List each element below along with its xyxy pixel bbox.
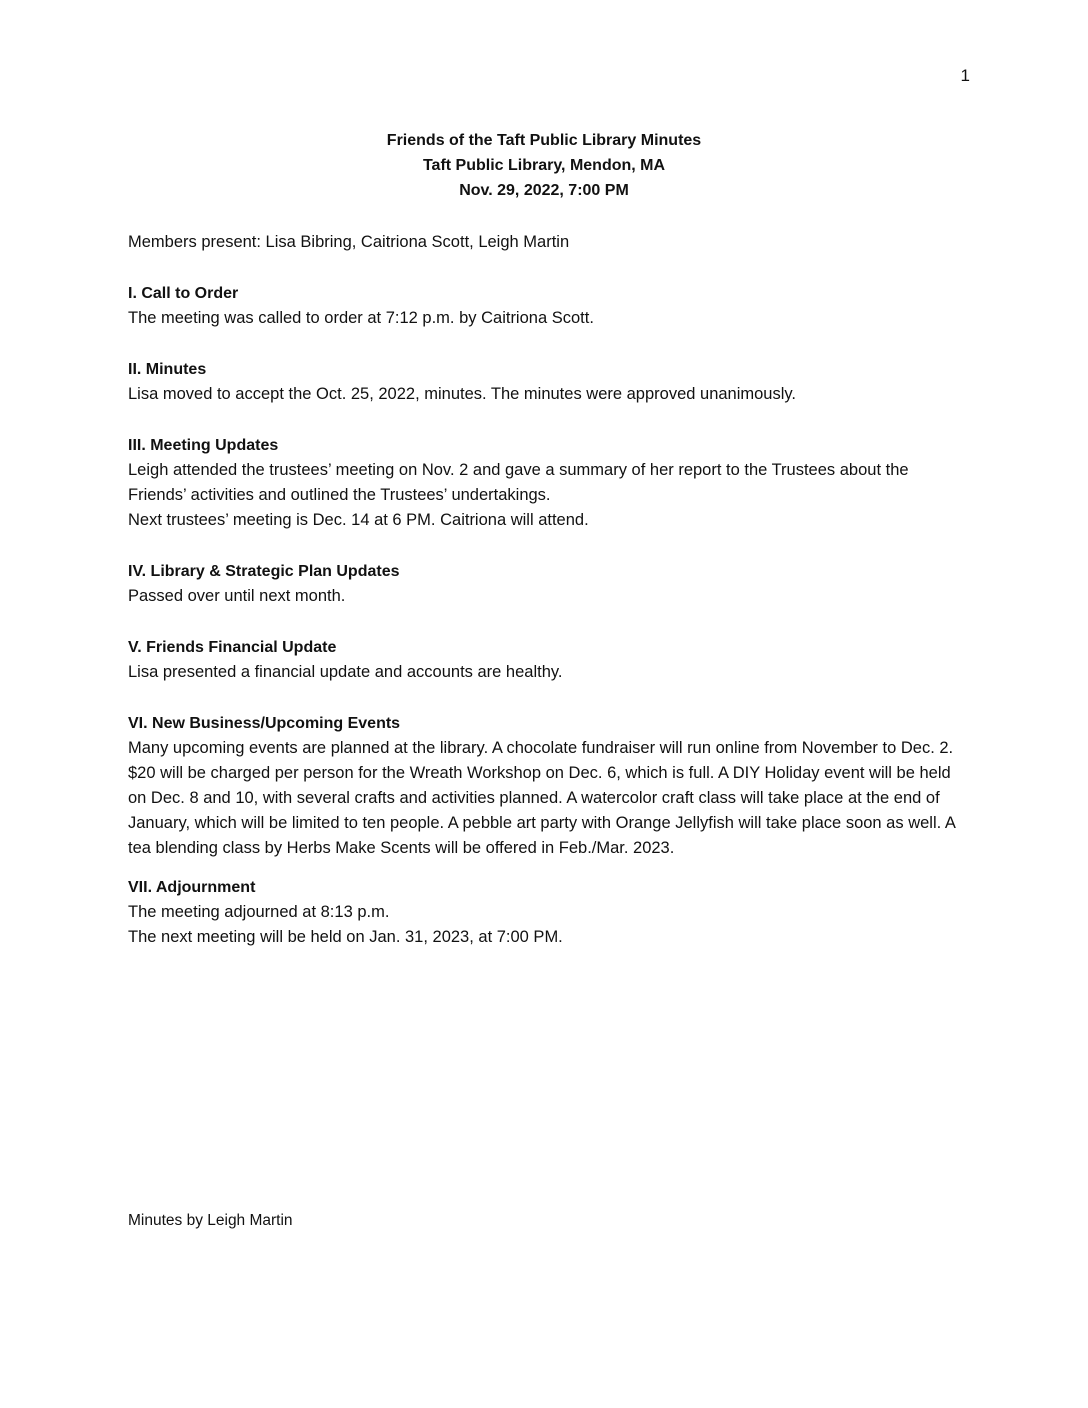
page-number: 1 — [960, 66, 970, 85]
minutes-author: Minutes by Leigh Martin — [128, 1212, 293, 1229]
section-meeting-updates — [128, 433, 968, 533]
section-heading: III. Meeting Updates — [128, 437, 279, 454]
section-paragraph: Many upcoming events are planned at the library. A chocolate fundraiser will run online from November to Dec. 2. $20 will be charged per person for the Wreath Workshop on Dec. 6, which is full. A DIY Holiday event will be held on Dec. 8 and 10, with several crafts and activities planned. A watercolor craft class will take place at the end of January, which will be limited to ten people. A pebble art party with Orange Jellyfish will take place soon as well. A tea blending class by Herbs Make Scents will be offered in Feb./Mar. 2023. — [128, 739, 955, 857]
section-minutes — [128, 357, 968, 407]
section-paragraph: Lisa presented a financial update and accounts are healthy. — [128, 663, 563, 681]
section-paragraph: The next meeting will be held on Jan. 31, 2023, at 7:00 PM. — [128, 928, 563, 946]
section-heading: IV. Library & Strategic Plan Updates — [128, 563, 400, 580]
document-header — [0, 128, 1088, 203]
section-heading: II. Minutes — [128, 361, 207, 378]
meeting-location: Taft Public Library, Mendon, MA — [422, 157, 666, 174]
section-library-strategic-plan — [128, 559, 968, 609]
document-title: Friends of the Taft Public Library Minutes — [386, 132, 702, 149]
section-paragraph: The meeting was called to order at 7:12 p.m. by Caitriona Scott. — [128, 309, 594, 327]
meeting-datetime: Nov. 29, 2022, 7:00 PM — [459, 182, 629, 199]
section-financial-update — [128, 635, 968, 685]
section-paragraph: The meeting adjourned at 8:13 p.m. — [128, 903, 390, 921]
section-paragraph: Lisa moved to accept the Oct. 25, 2022, minutes. The minutes were approved unanimously. — [128, 385, 797, 403]
section-heading: V. Friends Financial Update — [128, 639, 337, 656]
section-new-business — [128, 711, 968, 861]
section-adjournment — [128, 875, 968, 950]
minutes-body — [128, 230, 968, 976]
section-paragraph: Next trustees’ meeting is Dec. 14 at 6 PM. Caitriona will attend. — [128, 511, 589, 529]
members-present: Members present: Lisa Bibring, Caitriona Scott, Leigh Martin — [128, 233, 570, 251]
section-heading: VI. New Business/Upcoming Events — [128, 715, 401, 732]
section-heading: I. Call to Order — [128, 285, 239, 302]
section-paragraph: Leigh attended the trustees’ meeting on Nov. 2 and gave a summary of her report to the Trustees about the Friends’ activities and outlined the Trustees’ undertakings. — [128, 461, 909, 504]
section-paragraph: Passed over until next month. — [128, 587, 346, 605]
section-call-to-order — [128, 281, 968, 331]
section-heading: VII. Adjournment — [128, 879, 256, 896]
